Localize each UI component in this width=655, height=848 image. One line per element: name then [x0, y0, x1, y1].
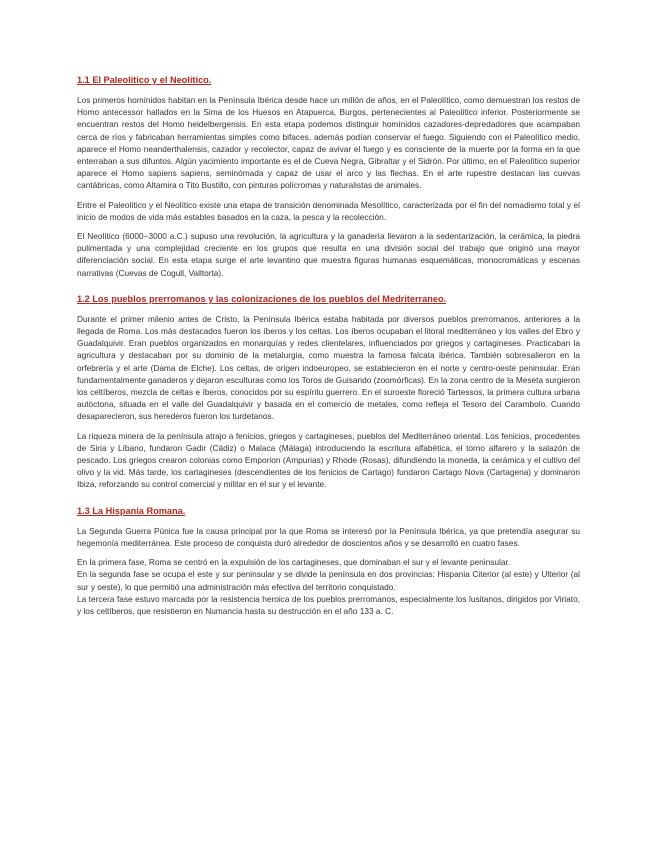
- paragraph: Durante el primer milenio antes de Cristo, la Península Ibérica estaba habitada por diversos pueblos prerromanos, anteriores a la llegada de Roma. Los más destacados fueron los íberos y los celtas. Los íberos ocupaban el litoral mediterráneo y los valles del Ebro y Guadalquivir. Eran pueblos organizados en monarquías y redes clientelares, influenciados por griegos y cartagineses. Practicaban la agricultura y destacaban por su dominio de la metalurgia, como muestra la famosa falcata ibérica. También sobresalieron en la orfebrería y el arte (Dama de Elche). Los celtas, de origen indoeuropeo, se establecieron en el norte y centro-oeste peninsular. Eran fundamentalmente ganaderos y dejaron esculturas como los Toros de Guisando (zoomórficas). En la zona centro de la Meseta surgieron los celtíberos, mezcla de celtas e íberos, conocidos por su espíritu guerrero. En el suroeste floreció Tartessos, la primera cultura urbana autóctona, situada en el valle del Guadalquivir y basada en el comercio de metales, como refleja el Tesoro del Carambolo. Cuando desaparecieron, sus herederos fueron los turdetanos.: [77, 313, 580, 422]
- section-pueblos-prerromanos: [77, 293, 580, 491]
- paragraph: El Neolítico (6000−3000 a.C.) supuso una revolución, la agricultura y la ganadería llevaron a la sedentarización, la cerámica, la piedra pulimentada y una complejidad creciente en los grupos que resulta en una división social del trabajo que originó una mayor diferenciación social. En esta etapa surge el arte levantino que muestra figuras humanas esquemáticas, monocromáticas y escenas narrativas (Cuevas de Cogull, Valltorta).: [77, 231, 580, 278]
- section-heading: 1.3 La Hispania Romana.: [77, 505, 186, 516]
- paragraph: En la primera fase, Roma se centró en la expulsión de los cartagineses, que dominaban el sur y el levante peninsular.: [77, 557, 511, 568]
- paragraph: Los primeros homínidos habitan en la Península Ibérica desde hace un millón de años, en el Paleolítico, como demuestran los restos de Homo antecessor hallados en la Sima de los Huesos en Atapuerca, Burgos, pertenecientes al Paleolítico inferior. Posteriormente se encuentran restos del Homo heidelbergensis. En esta etapa podemos distinguir homínidos cazadores-depredadores que acampaban cerca de ríos y fabricaban herramientas simples como bifaces, además podían conservar el fuego. Siguiendo con el Paleolítico medio, aparece el Homo neanderthalensis, cazador y recolector, capaz de avivar el fuego y es consciente de la muerte por la forma en la que enterraban a sus difuntos. Algún yacimiento importante es el de Cueva Negra, Gibraltar y el Sidrón. Por último, en el Paleolítico superior aparece el Homo sapiens sapiens, seminómada y capaz de usar el arco y las flechas. En el arte rupestre destacan las cuevas cantábricas, como Altamira o Tito Bustillo, con pinturas polícromas y naturalistas de animales.: [77, 95, 580, 191]
- paragraph: La tercera fase estuvo marcada por la resistencia heroica de los pueblos prerromanos, especialmente los lusitanos, dirigidos por Viriato, y los celtíberos, que resistieron en Numancia hasta su destrucción en el año 133 a. C.: [77, 593, 580, 616]
- paragraph: En la segunda fase se ocupa el este y sur peninsular y se divide la península en dos provincias: Hispania Citerior (al este) y Ulterior (al sur y oeste), lo que permitió una administración más efectiva del territorio conquistado.: [77, 569, 580, 592]
- section-heading: 1.2 Los pueblos prerromanos y las colonizaciones de los pueblos del Medriterraneo.: [77, 293, 447, 304]
- document-page: [77, 74, 580, 617]
- paragraph: La riqueza minera de la península atrajo a fenicios, griegos y cartagineses, pueblos del Mediterráneo oriental. Los fenicios, procedentes de Siria y Líbano, fundaron Gadir (Cádiz) o Malaca (Málaga) introduciendo la escritura alfabética, el torno alfarero y la salazón de pescado. Los griegos crearon colonias como Emporion (Ampurias) y Rhode (Rosas), difundiendo la moneda, la cerámica y el cultivo del olivo y la vid. Más tarde, los cartagineses (descendientes de los fenicios de Cartago) fundaron Cartago Nova (Cartagena) y dominaron Ibiza, reforzando su control comercial y militar en el sur y el levante.: [77, 430, 580, 490]
- section-heading: 1.1 El Paleolítico y el Neolítico.: [77, 75, 212, 85]
- paragraph: Entre el Paleolítico y el Neolítico existe una etapa de transición denominada Mesolítico, caracterizada por el fin del nomadismo total y el inicio de modos de vida más estables basados en la caza, la pesca y la recolección.: [77, 199, 580, 222]
- section-hispania-romana: [77, 505, 580, 617]
- paragraph: La Segunda Guerra Púnica fue la causa principal por la que Roma se interesó por la Península Ibérica, ya que pretendía asegurar su hegemonía mediterránea. Este proceso de conquista duró alrededor de doscientos años y se desarrolló en cuatro fases.: [77, 525, 580, 548]
- section-paleolitico-neolitico: [77, 74, 580, 279]
